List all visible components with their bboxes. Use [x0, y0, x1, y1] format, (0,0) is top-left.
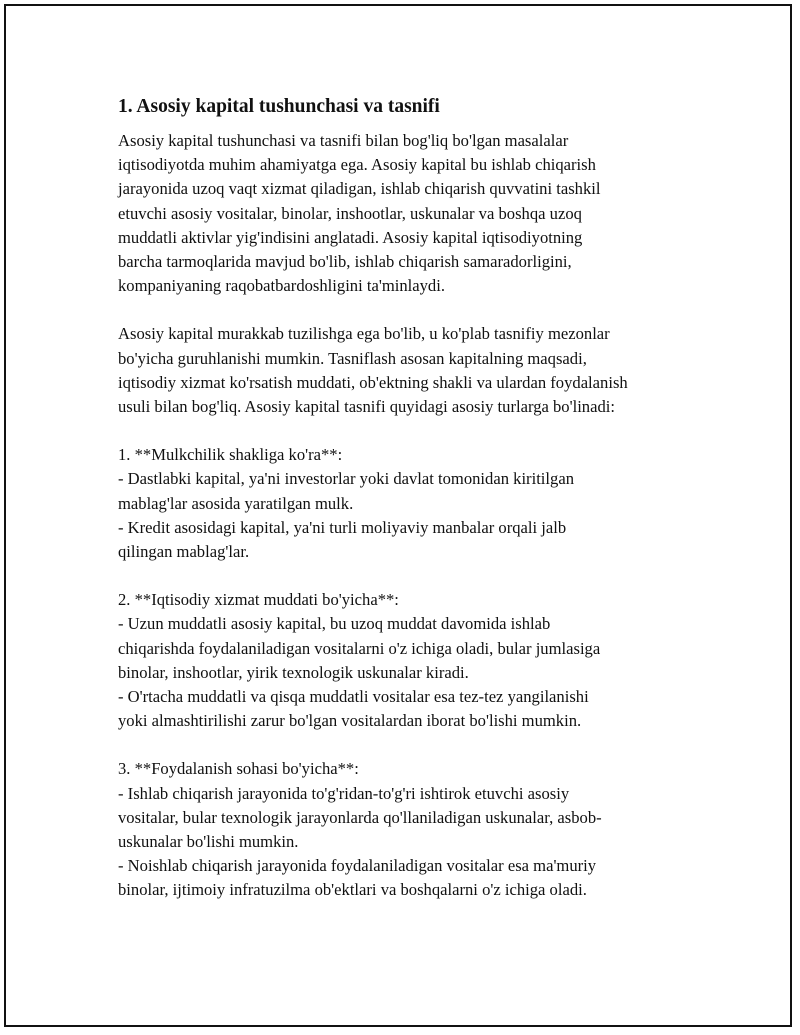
paragraph-gap	[118, 564, 698, 588]
list-item-usage-area: 3. **Foydalanish sohasi bo'yicha**: - Ishlab chiqarish jarayonida to'g'ridan-to'g'ri ishtirok etuvchi asosiy vositalar, bular texnologik jarayonlarda qo'llaniladigan uskunalar, asbob- uskunalar bo'lishi mumkin. - Noishlab chiqarish jarayonida foydalaniladigan vositalar esa ma'muriy binolar, ijtimoiy infratuzilma ob'ektlari va boshqalarni o'z ichiga oladi.	[118, 759, 602, 900]
list-item-service-term: 2. **Iqtisodiy xizmat muddati bo'yicha**: - Uzun muddatli asosiy kapital, bu uzoq muddat davomida ishlab chiqarishda foydalaniladigan vositalarni o'z ichiga oladi, bular jumlasiga binolar, inshootlar, yirik texnologik uskunalar kiradi. - O'rtacha muddatli va qisqa muddatli vositalar esa tez-tez yangilanishi yoki almashtirilishi zarur bo'lgan vositalardan iborat bo'lishi mumkin.	[118, 590, 601, 731]
paragraph-gap	[118, 733, 698, 757]
paragraph-gap	[118, 298, 698, 322]
paragraph-gap	[118, 419, 698, 443]
list-item-ownership: 1. **Mulkchilik shakliga ko'ra**: - Dastlabki kapital, ya'ni investorlar yoki davlat tomonidan kiritilgan mablag'lar asosida yaratilgan mulk. - Kredit asosidagi kapital, ya'ni turli moliyaviy manbalar orqali jalb qilingan mablag'lar.	[118, 445, 574, 562]
paragraph-definition: Asosiy kapital tushunchasi va tasnifi bilan bog'liq bo'lgan masalalar iqtisodiyotda muhim ahamiyatga ega. Asosiy kapital bu ishlab chiqarish jarayonida uzoq vaqt xizmat qiladigan, ishlab chiqarish quvvatini tashkil etuvchi asosiy vositalar, binolar, inshootlar, uskunalar va boshqa uzoq muddatli aktivlar yig'indisini anglatadi. Asosiy kapital iqtisodiyotning barcha tarmoqlarida mavjud bo'lib, ishlab chiqarish samaradorligini, kompaniyaning raqobatbardoshligini ta'minlaydi.	[118, 131, 601, 296]
document-content	[118, 94, 698, 903]
paragraph-classification: Asosiy kapital murakkab tuzilishga ega bo'lib, u ko'plab tasnifiy mezonlar bo'yicha guruhlanishi mumkin. Tasniflash asosan kapitalning maqsadi, iqtisodiy xizmat ko'rsatish muddati, ob'ektning shakli va ulardan foydalanish usuli bilan bog'liq. Asosiy kapital tasnifi quyidagi asosiy turlarga bo'linadi:	[118, 324, 628, 417]
page-title: 1. Asosiy kapital tushunchasi va tasnifi	[118, 96, 440, 117]
